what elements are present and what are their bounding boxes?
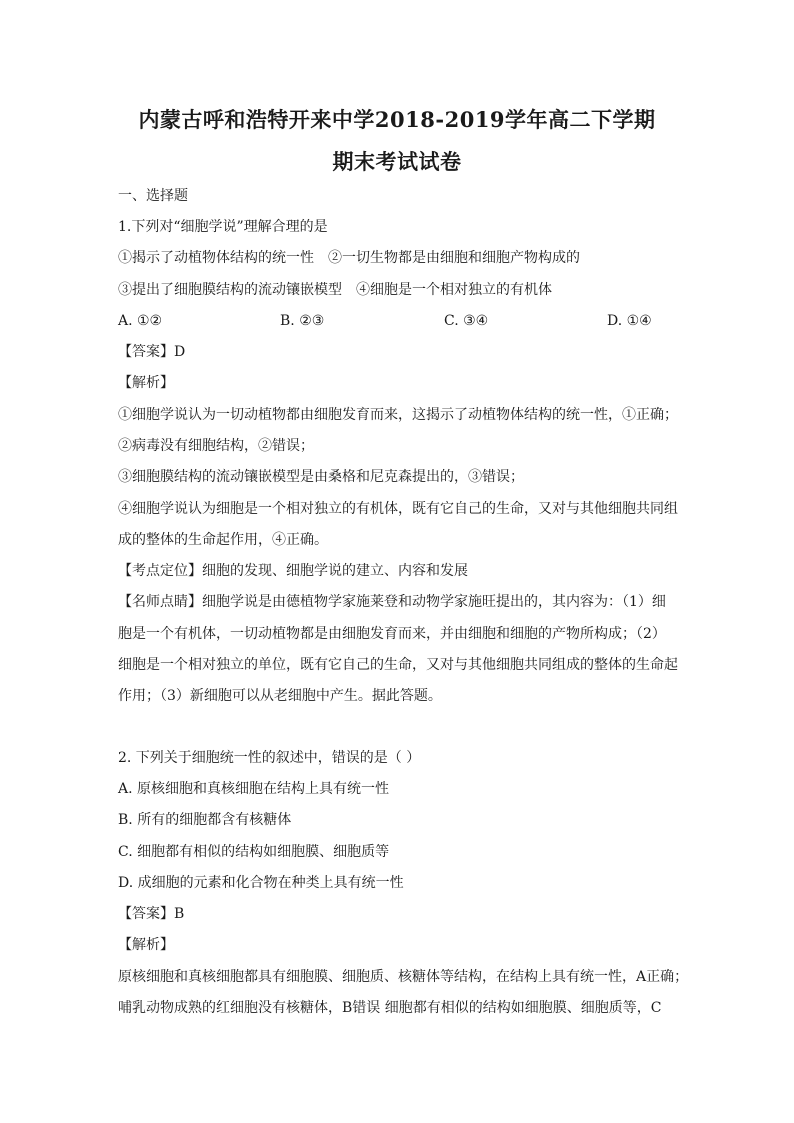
- q2-option-b: B. 所有的细胞都含有核糖体: [118, 812, 292, 828]
- q1-mingshi-label: 【名师点睛】: [118, 594, 202, 610]
- q1-mingshi-line-2: 胞是一个有机体，一切动植物都是由细胞发育而来，并由细胞和细胞的产物所构成；（2）: [118, 626, 666, 642]
- q1-mingshi-line-3: 细胞是一个相对独立的单位，既有它自己的生命，又对与其他细胞共同组成的整体的生命起: [118, 657, 678, 673]
- q2-option-a: A. 原核细胞和真核细胞在结构上具有统一性: [118, 781, 390, 797]
- q1-items-line-2: ③提出了细胞膜结构的流动镶嵌模型 ④细胞是一个相对独立的有机体: [118, 282, 552, 298]
- q1-analysis-line-1: ①细胞学说认为一切动植物都由细胞发育而来，这揭示了动植物体结构的统一性，①正确；: [118, 407, 678, 423]
- q1-analysis-line-5: 成的整体的生命起作用，④正确。: [118, 532, 328, 548]
- q2-analysis-line-1: 原核细胞和真核细胞都具有细胞膜、细胞质、核糖体等结构，在结构上具有统一性，A正确；: [118, 969, 689, 985]
- q1-option-c: C. ③④: [444, 313, 489, 329]
- q2-analysis-label: 【解析】: [118, 937, 174, 953]
- q1-answer: 【答案】D: [118, 344, 186, 360]
- q2-option-c: C. 细胞都有相似的结构如细胞膜、细胞质等: [118, 844, 390, 860]
- document-title-line-2: 期末考试试卷: [332, 149, 462, 174]
- q1-kaodian-text: 细胞的发现、细胞学说的建立、内容和发展: [202, 563, 468, 579]
- q2-stem: 2. 下列关于细胞统一性的叙述中，错误的是（ ）: [118, 750, 421, 766]
- q1-items-line-1: ①揭示了动植物体结构的统一性 ②一切生物都是由细胞和细胞产物构成的: [118, 250, 580, 266]
- q2-analysis-line-2: 哺乳动物成熟的红细胞没有核糖体，B错误 细胞都有相似的结构如细胞膜、细胞质等，C: [118, 1000, 662, 1016]
- q1-stem: 1.下列对“细胞学说”理解合理的是: [118, 219, 328, 235]
- q1-mingshi-line-1: [118, 593, 676, 611]
- q1-analysis-line-2: ②病毒没有细胞结构，②错误；: [118, 438, 314, 454]
- q1-analysis-line-3: ③细胞膜结构的流动镶嵌模型是由桑格和尼克森提出的，③错误；: [118, 469, 524, 485]
- q2-answer: 【答案】B: [118, 906, 185, 922]
- q2-option-d: D. 成细胞的元素和化合物在种类上具有统一性: [118, 875, 404, 891]
- q1-kaodian: [118, 562, 676, 580]
- q1-kaodian-label: 【考点定位】: [118, 563, 202, 579]
- document-title-line-1: 内蒙古呼和浩特开来中学2018-2019学年高二下学期: [138, 107, 656, 132]
- q1-analysis-label: 【解析】: [118, 375, 174, 391]
- q1-analysis-line-4: ④细胞学说认为细胞是一个相对独立的有机体，既有它自己的生命，又对与其他细胞共同组: [118, 501, 678, 517]
- q1-option-d: D. ①④: [607, 313, 652, 329]
- q1-option-a: A. ①②: [118, 313, 163, 329]
- q1-mingshi-line-4: 作用；（3）新细胞可以从老细胞中产生。据此答题。: [118, 688, 442, 704]
- section-heading: 一、选择题: [118, 188, 188, 204]
- q1-mingshi-text-1: 细胞学说是由德植物学家施莱登和动物学家施旺提出的，其内容为：（1）细: [202, 594, 666, 610]
- q1-option-b: B. ②③: [280, 313, 325, 329]
